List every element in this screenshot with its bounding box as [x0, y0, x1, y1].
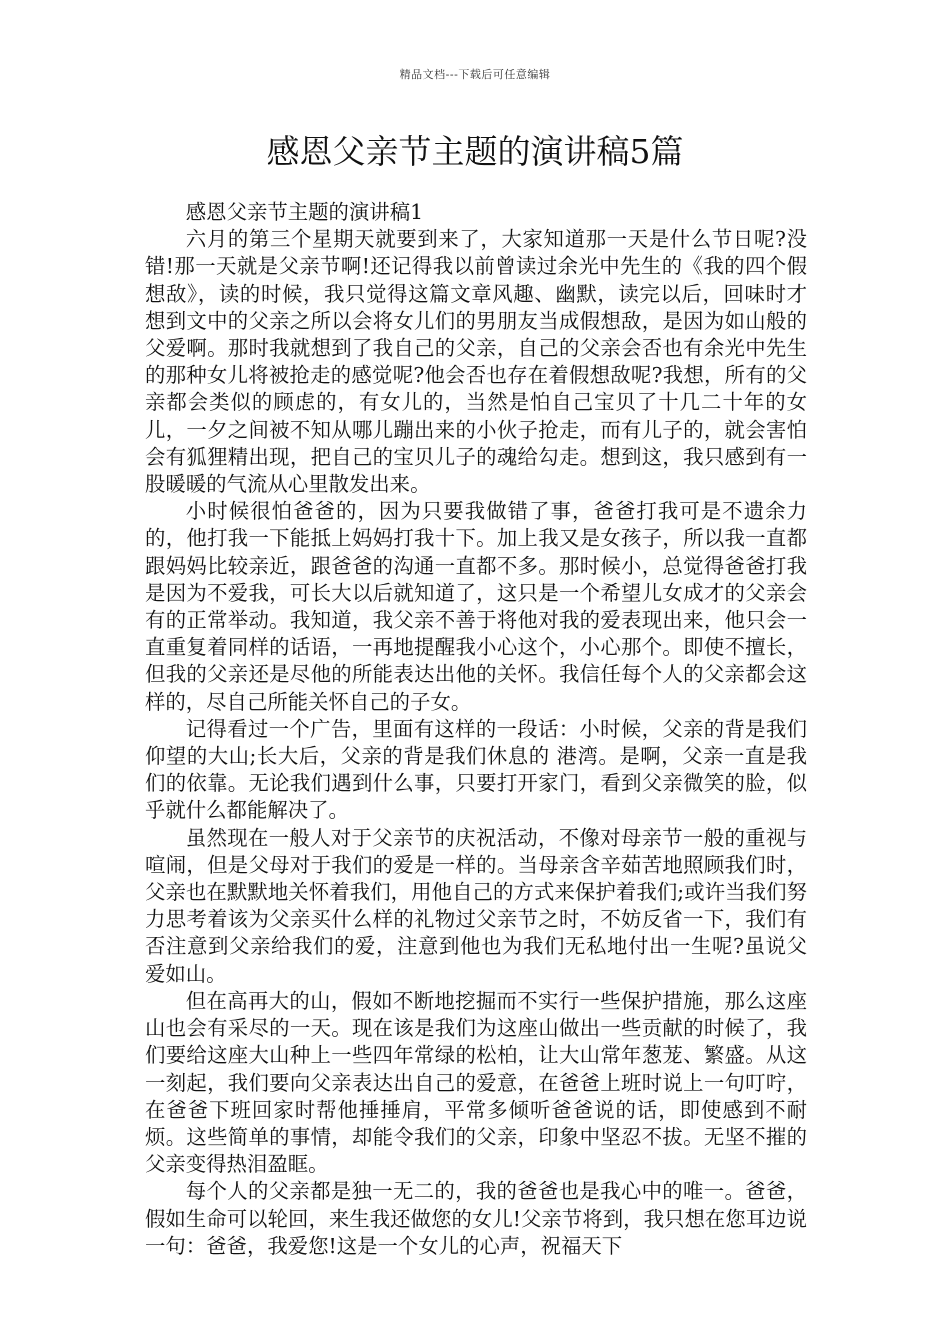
header-note: 精品文档---下载后可任意编辑: [399, 68, 551, 81]
paragraph-5: 但在高再大的山，假如不断地挖掘而不实行一些保护措施，那么这座山也会有采尽的一天。现在该是我们为这座山做出一些贡献的时候了，我们要给这座大山种上一些四年常绿的松柏，让大山常年葱茏、繁盛。从这一刻起，我们要向父亲表达出自己的爱意，在爸爸上班时说上一句叮咛，在爸爸下班回家时帮他捶捶肩，平常多倾听爸爸说的话，即使感到不耐烦。这些简单的事情，却能令我们的父亲，印象中坚忍不拔。无坚不摧的父亲变得热泪盈眶。: [145, 988, 807, 1177]
section-title: 感恩父亲节主题的演讲稿1: [185, 200, 424, 224]
document-title: 感恩父亲节主题的演讲稿5篇: [266, 132, 684, 171]
document-body: [145, 199, 807, 1260]
paragraph-4: 虽然现在一般人对于父亲节的庆祝活动，不像对母亲节一般的重视与喧闹，但是父母对于我们的爱是一样的。当母亲含辛茹苦地照顾我们时，父亲也在默默地关怀着我们，用他自己的方式来保护着我们;或许当我们努力思考着该为父亲买什么样的礼物过父亲节之时，不妨反省一下，我们有否注意到父亲给我们的爱，注意到他也为我们无私地付出一生呢?虽说父爱如山。: [145, 825, 807, 986]
paragraph-2: 小时候很怕爸爸的，因为只要我做错了事，爸爸打我可是不遗余力的，他打我一下能抵上妈妈打我十下。加上我又是女孩子，所以我一直都跟妈妈比较亲近，跟爸爸的沟通一直都不多。那时候小，总觉得爸爸打我是因为不爱我，可长大以后就知道了，这只是一个希望儿女成才的父亲会有的正常举动。我知道，我父亲不善于将他对我的爱表现出来，他只会一直重复着同样的话语，一再地提醒我小心这个，小心那个。即使不擅长，但我的父亲还是尽他的所能表达出他的关怀。我信任每个人的父亲都会这样的，尽自己所能关怀自己的子女。: [145, 499, 807, 714]
paragraph-1: 六月的第三个星期天就要到来了，大家知道那一天是什么节日呢?没错!那一天就是父亲节啊!还记得我以前曾读过余光中先生的《我的四个假想敌》，读的时候，我只觉得这篇文章风趣、幽默，读完以后，回味时才想到文中的父亲之所以会将女儿们的男朋友当成假想敌，是因为如山般的父爱啊。那时我就想到了我自己的父亲，自己的父亲会否也有余光中先生的那种女儿将被抢走的感觉呢?他会否也存在着假想敌呢?我想，所有的父亲都会类似的顾虑的，有女儿的，当然是怕自己宝贝了十几二十年的女儿，一夕之间被不知从哪儿蹦出来的小伙子抢走，而有儿子的，就会害怕会有狐狸精出现，把自己的宝贝儿子的魂给勾走。想到这，我只感到有一股暖暖的气流从心里散发出来。: [145, 227, 807, 497]
paragraph-6: 每个人的父亲都是独一无二的，我的爸爸也是我心中的唯一。爸爸，假如生命可以轮回，来生我还做您的女儿!父亲节将到，我只想在您耳边说一句：爸爸，我爱您!这是一个女儿的心声，祝福天下: [145, 1179, 807, 1258]
paragraph-3: 记得看过一个广告，里面有这样的一段话：小时候，父亲的背是我们仰望的大山;长大后，父亲的背是我们休息的 港湾。是啊，父亲一直是我们的依靠。无论我们遇到什么事，只要打开家门，看到父亲微笑的脸，似乎就什么都能解决了。: [145, 716, 807, 823]
